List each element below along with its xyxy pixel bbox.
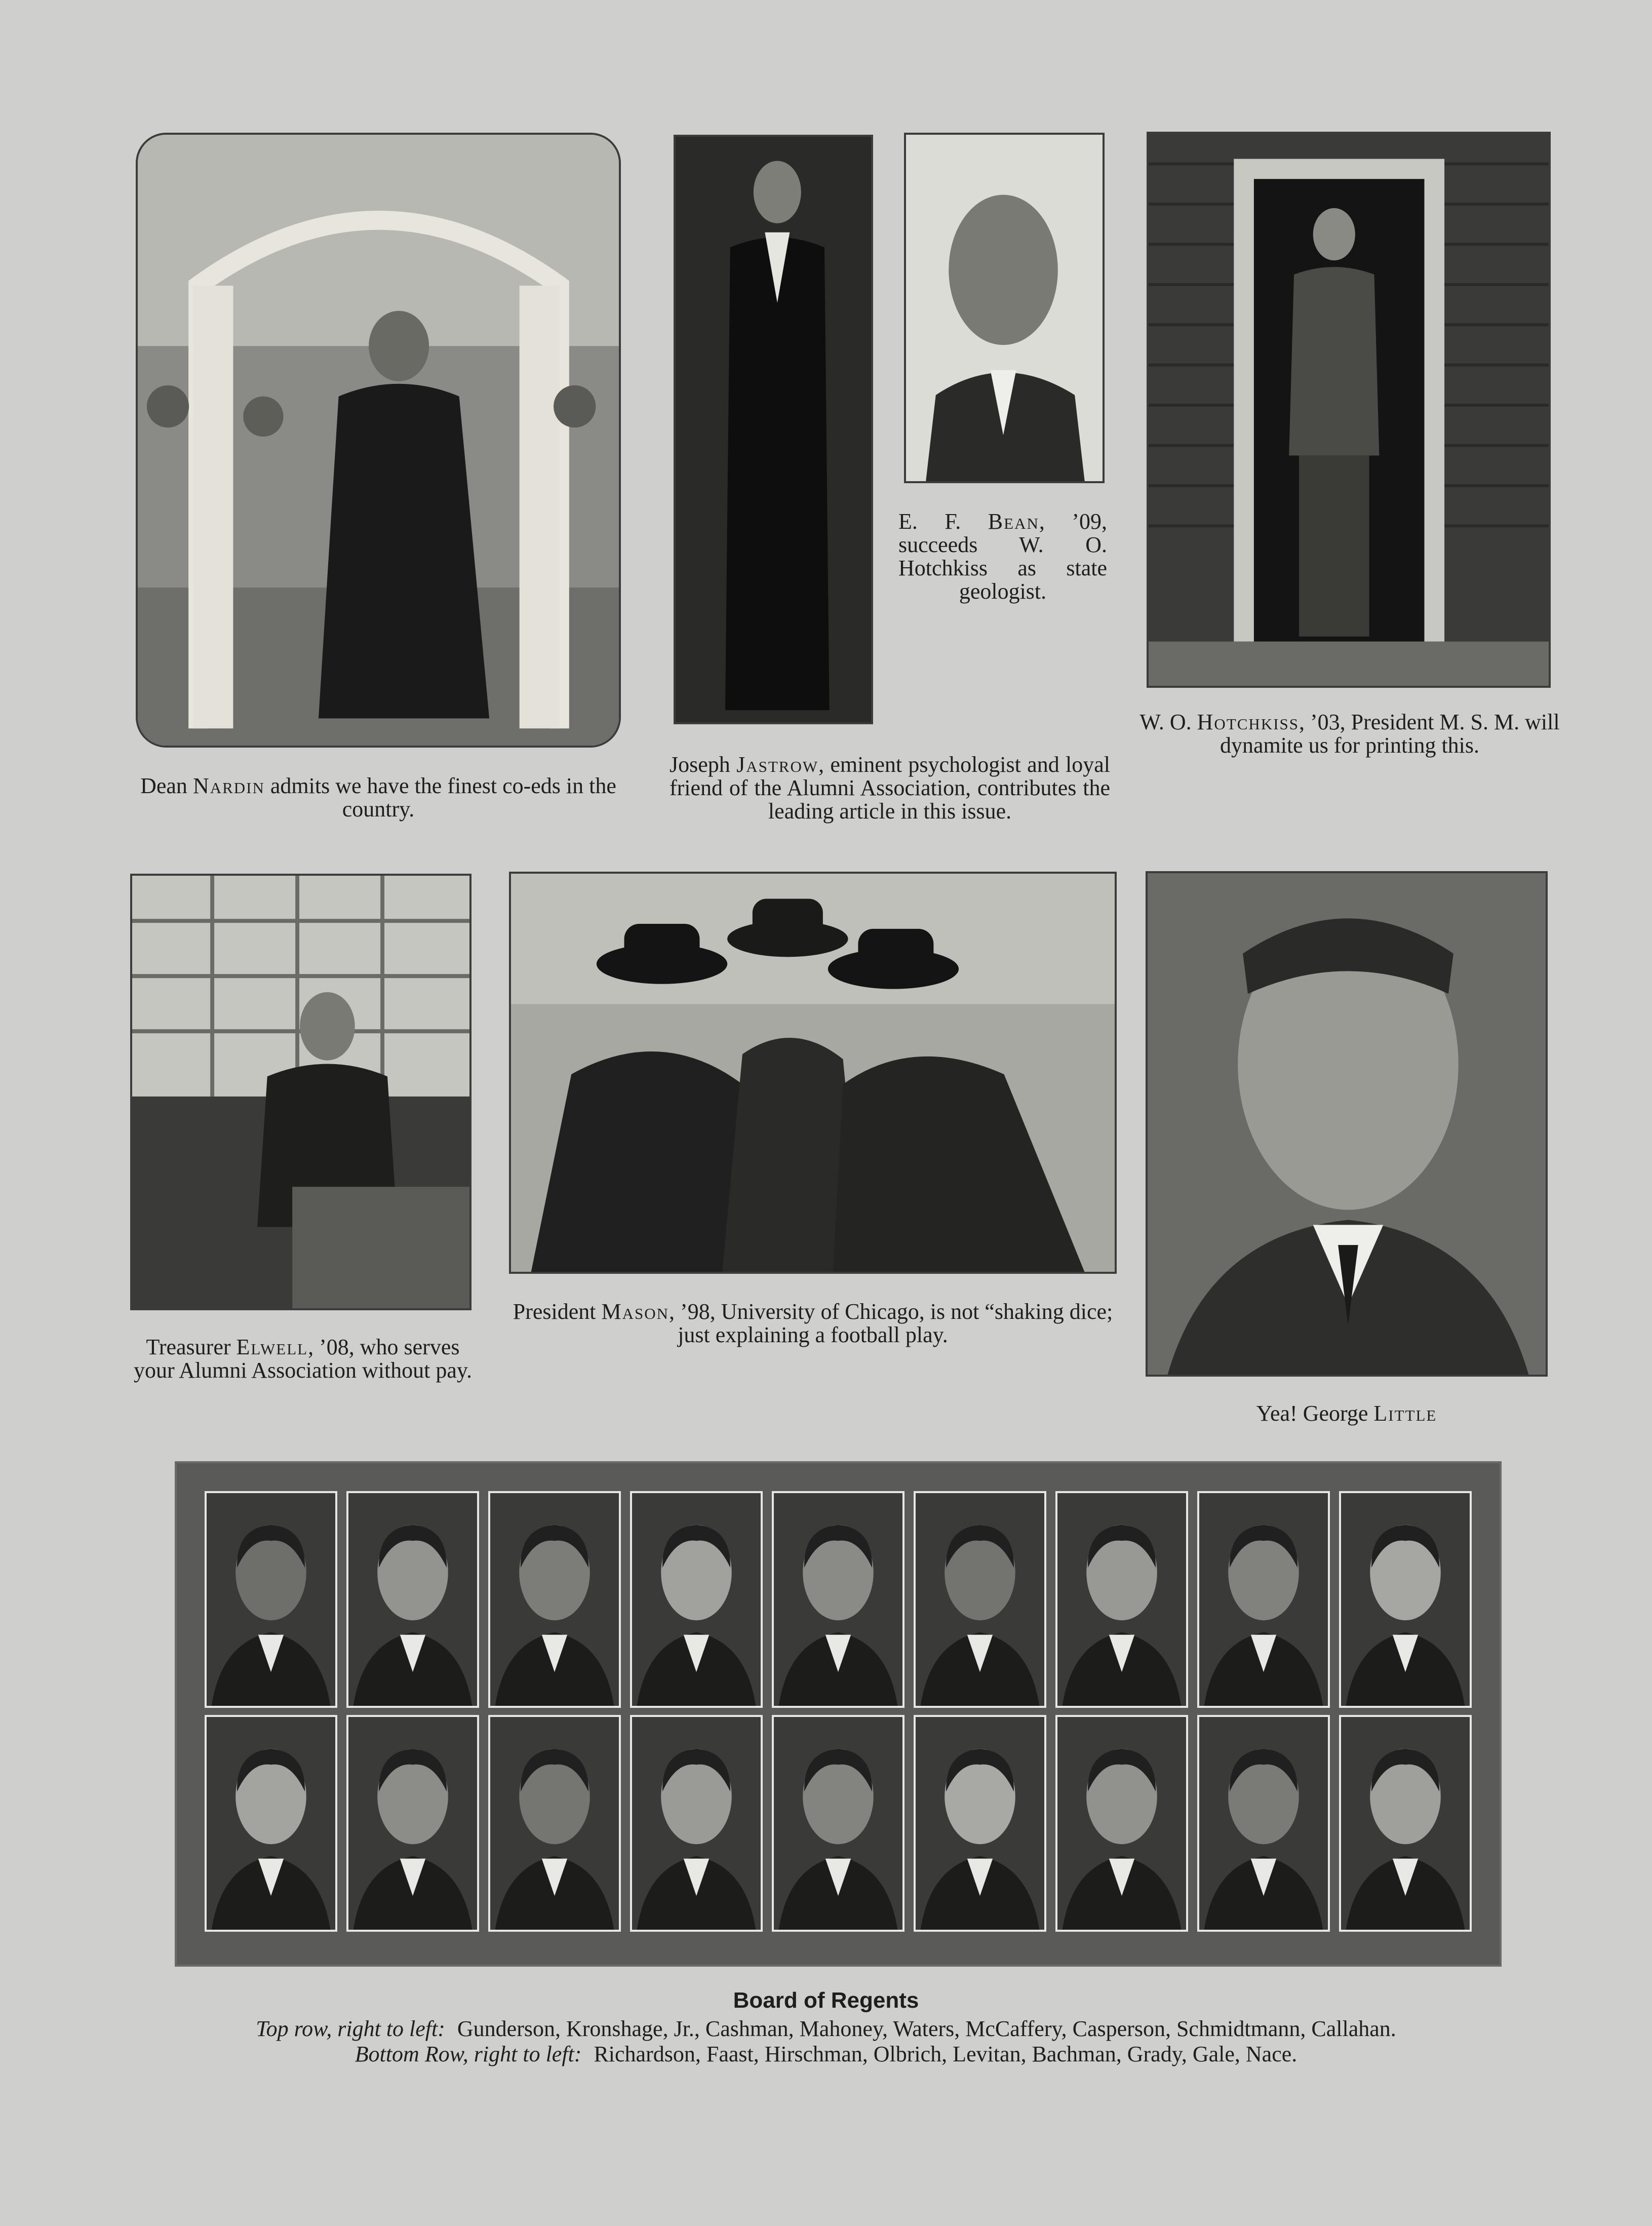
caption-hotchkiss-pre: W. O. bbox=[1139, 710, 1197, 734]
regent-portrait bbox=[346, 1715, 479, 1932]
photo-treasurer-elwell bbox=[130, 874, 471, 1310]
caption-mason-name: Mason bbox=[601, 1299, 670, 1324]
caption-bean-pre: E. F. bbox=[898, 509, 988, 534]
regents-top-row-lead: Top row, right to left: bbox=[256, 2016, 445, 2041]
regent-portrait bbox=[1197, 1715, 1330, 1932]
caption-jastrow bbox=[670, 753, 1110, 823]
regents-bottom-row-names: Richardson, Faast, Hirschman, Olbrich, Levitan, Bachman, Grady, Gale, Nace. bbox=[594, 2042, 1297, 2066]
caption-mason-pre: President bbox=[513, 1299, 602, 1324]
caption-bean-post: , ’09, succeeds W. O. Hotchkiss as state geologist. bbox=[898, 509, 1107, 604]
caption-elwell bbox=[127, 1336, 479, 1382]
regent-portrait bbox=[488, 1491, 621, 1708]
regent-portrait bbox=[205, 1715, 337, 1932]
regent-portrait bbox=[346, 1491, 479, 1708]
regents-bottom-row-lead: Bottom Row, right to left: bbox=[355, 2042, 582, 2066]
caption-elwell-pre: Treasurer bbox=[146, 1335, 237, 1359]
regents-top-row-caption bbox=[0, 2017, 1652, 2041]
caption-hotchkiss-post: , ’03, President M. S. M. will dynamite us for printing this. bbox=[1220, 710, 1560, 758]
regent-portrait bbox=[1055, 1491, 1188, 1708]
regent-portrait bbox=[1339, 1715, 1472, 1932]
regent-portrait bbox=[205, 1491, 337, 1708]
caption-mason bbox=[499, 1300, 1127, 1347]
photo-george-little bbox=[1146, 871, 1548, 1377]
caption-mason-post: , ’98, University of Chicago, is not “shaking dice; just explaining a football play. bbox=[669, 1299, 1113, 1347]
caption-jastrow-name: Jastrow bbox=[736, 752, 819, 777]
regent-portrait bbox=[1339, 1491, 1472, 1708]
regent-portrait bbox=[630, 1715, 763, 1932]
caption-little bbox=[1146, 1402, 1548, 1425]
caption-bean bbox=[898, 510, 1107, 603]
photo-joseph-jastrow bbox=[674, 135, 873, 724]
caption-hotchkiss bbox=[1134, 711, 1565, 757]
regents-top-row-names: Gunderson, Kronshage, Jr., Cashman, Mahoney, Waters, McCaffery, Casperson, Schmidtmann, Callahan. bbox=[457, 2016, 1396, 2041]
regent-portrait bbox=[488, 1715, 621, 1932]
regent-portrait bbox=[772, 1491, 904, 1708]
photo-dean-nardin bbox=[136, 133, 621, 748]
regent-portrait bbox=[1197, 1491, 1330, 1708]
regent-portrait bbox=[630, 1491, 763, 1708]
caption-elwell-name: Elwell bbox=[236, 1335, 308, 1359]
caption-hotchkiss-name: Hotchkiss bbox=[1197, 710, 1300, 734]
regent-portrait bbox=[1055, 1715, 1188, 1932]
caption-jastrow-pre: Joseph bbox=[670, 752, 737, 777]
regent-portrait bbox=[914, 1491, 1046, 1708]
caption-nardin-post: admits we have the finest co-eds in the country. bbox=[264, 773, 616, 822]
caption-nardin bbox=[136, 774, 621, 821]
photo-president-mason bbox=[509, 872, 1117, 1274]
regents-title: Board of Regents bbox=[733, 1988, 919, 2013]
regents-photo-panel bbox=[175, 1461, 1502, 1967]
caption-little-pre: Yea! George bbox=[1256, 1401, 1374, 1426]
caption-nardin-pre: Dean bbox=[140, 773, 193, 798]
caption-bean-name: Bean bbox=[988, 509, 1039, 534]
regent-portrait bbox=[914, 1715, 1046, 1932]
caption-elwell-post: , ’08, who serves your Alumni Association without pay. bbox=[133, 1335, 473, 1383]
caption-nardin-name: Nardin bbox=[192, 773, 265, 798]
photo-ef-bean bbox=[904, 133, 1105, 483]
caption-jastrow-post: , eminent psychologist and loyal friend of the Alumni Association, contributes the leading article in this issue. bbox=[670, 752, 1110, 824]
photo-wo-hotchkiss bbox=[1147, 132, 1551, 688]
caption-little-name: Little bbox=[1373, 1401, 1437, 1426]
regent-portrait bbox=[772, 1715, 904, 1932]
regents-bottom-row-caption bbox=[0, 2042, 1652, 2066]
